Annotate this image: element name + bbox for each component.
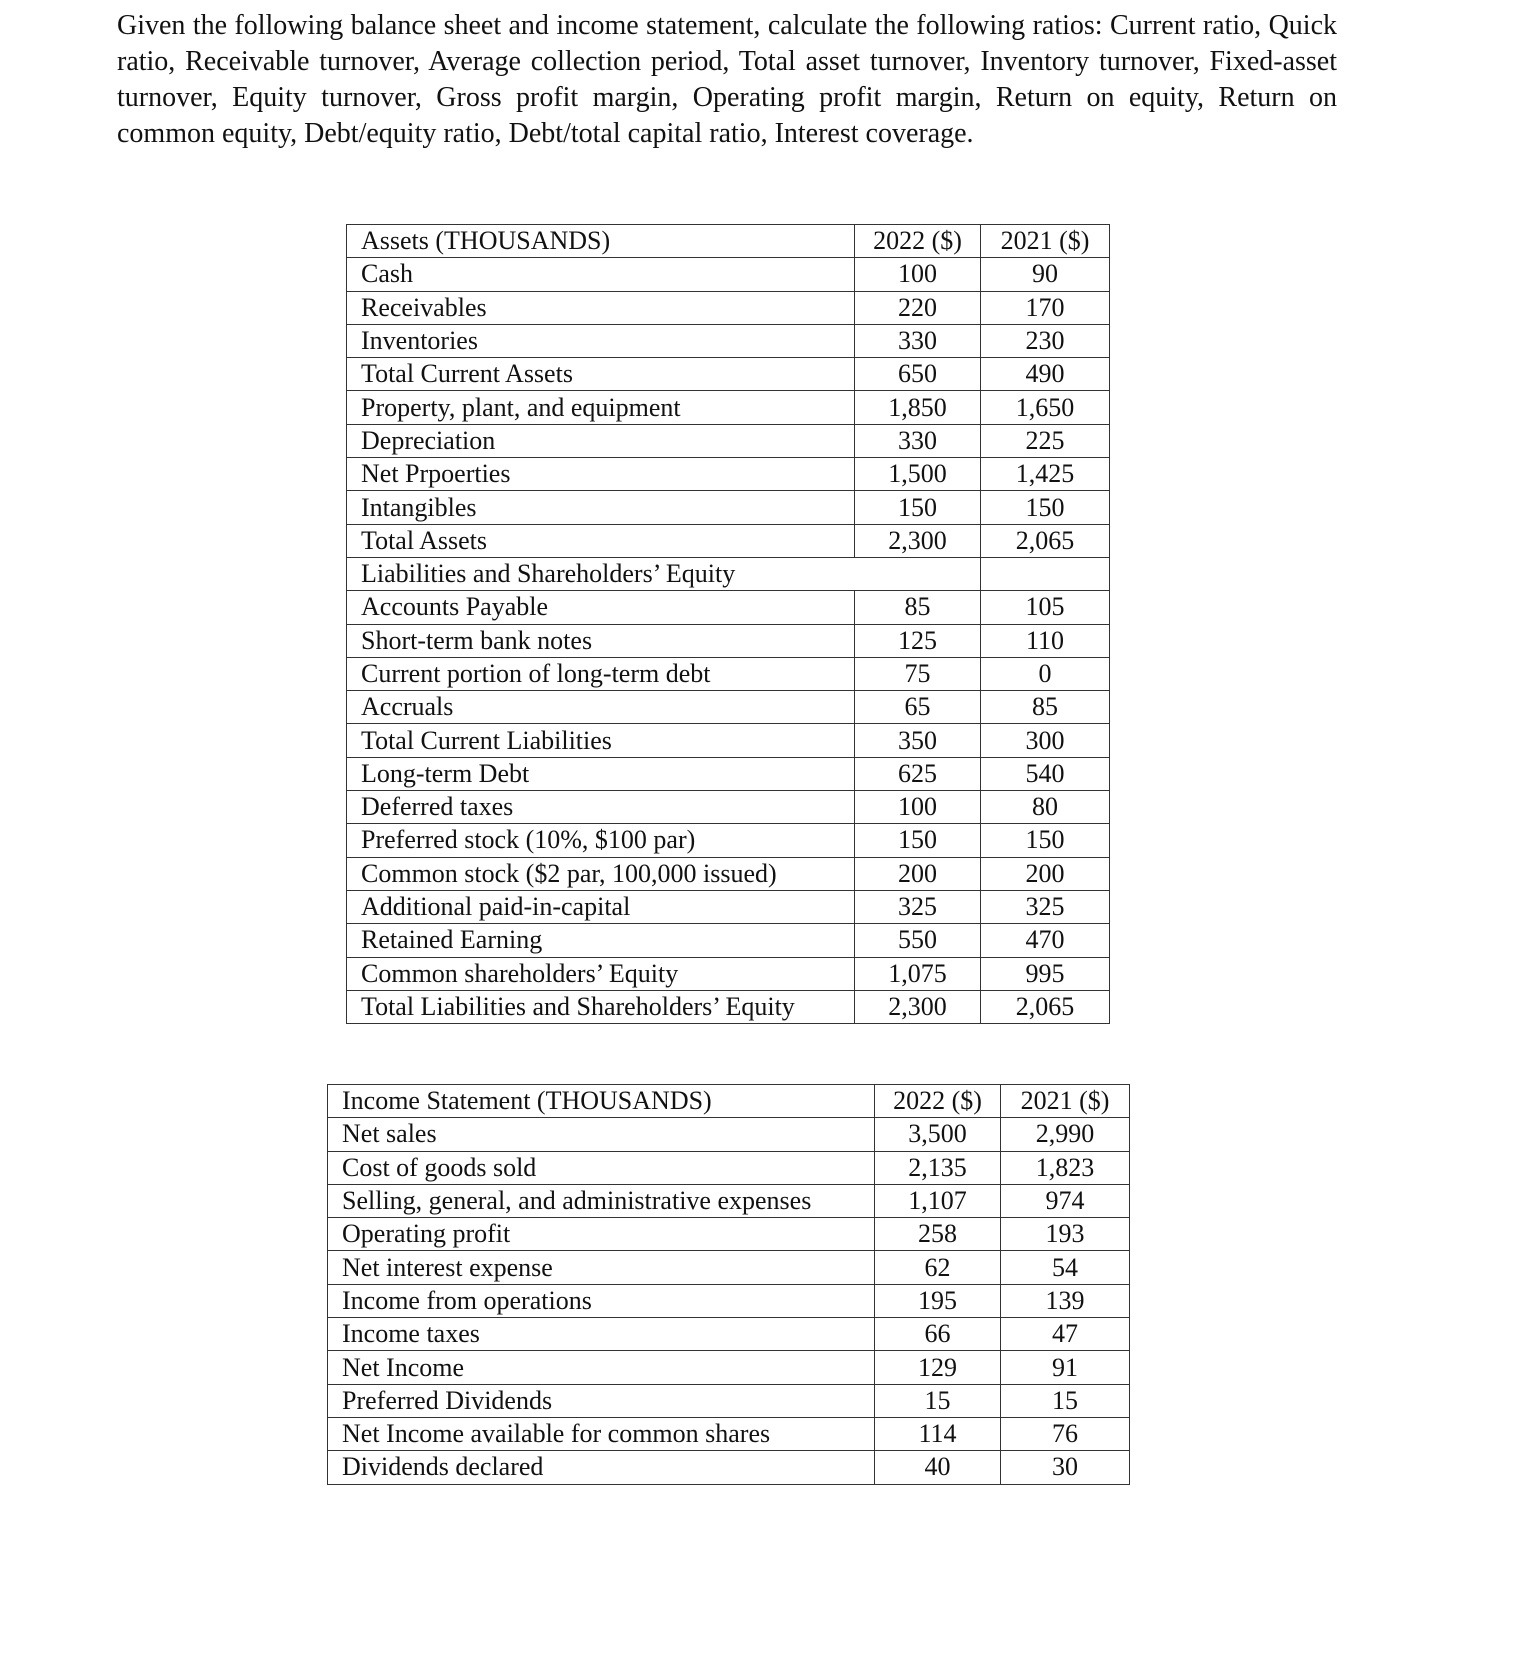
- table-row: [347, 524, 1110, 557]
- table-row: [328, 1384, 1130, 1417]
- value-2022: 325: [855, 890, 981, 923]
- table-row: [347, 358, 1110, 391]
- value-2021: 150: [981, 824, 1110, 857]
- value-2022: 40: [875, 1451, 1001, 1484]
- table-row: [347, 458, 1110, 491]
- row-label: Dividends declared: [328, 1451, 875, 1484]
- table-row: [347, 324, 1110, 357]
- table-row: [347, 890, 1110, 923]
- row-label: Net interest expense: [328, 1251, 875, 1284]
- value-2022: 1,500: [855, 458, 981, 491]
- table-row: [347, 990, 1110, 1023]
- row-label: Assets (THOUSANDS): [347, 225, 855, 258]
- table-header-row: [347, 225, 1110, 258]
- value-2021: 1,823: [1001, 1151, 1130, 1184]
- table-row: [328, 1284, 1130, 1317]
- balance-sheet-table: [346, 224, 1110, 1024]
- row-label: Retained Earning: [347, 924, 855, 957]
- value-2021: 225: [981, 424, 1110, 457]
- value-2022: 15: [875, 1384, 1001, 1417]
- value-2022: 62: [875, 1251, 1001, 1284]
- row-label: Property, plant, and equipment: [347, 391, 855, 424]
- row-label: Total Current Liabilities: [347, 724, 855, 757]
- value-2022: 350: [855, 724, 981, 757]
- row-label: Operating profit: [328, 1218, 875, 1251]
- value-2021: 230: [981, 324, 1110, 357]
- row-label: Preferred Dividends: [328, 1384, 875, 1417]
- row-label: Net Income: [328, 1351, 875, 1384]
- value-2021: 139: [1001, 1284, 1130, 1317]
- row-label: Accounts Payable: [347, 591, 855, 624]
- value-2021: 85: [981, 691, 1110, 724]
- income-statement-table: [327, 1084, 1130, 1485]
- table-row: [328, 1218, 1130, 1251]
- row-label: Income from operations: [328, 1284, 875, 1317]
- table-row: [347, 391, 1110, 424]
- table-row: [347, 691, 1110, 724]
- table-row: [328, 1417, 1130, 1450]
- value-2021: 1,425: [981, 458, 1110, 491]
- row-label: Net Income available for common shares: [328, 1417, 875, 1450]
- value-2022: 220: [855, 291, 981, 324]
- value-2021: 2,065: [981, 990, 1110, 1023]
- table-row: [347, 757, 1110, 790]
- value-2022: 2022 ($): [855, 225, 981, 258]
- table-row: [347, 491, 1110, 524]
- value-2022: 2,300: [855, 524, 981, 557]
- value-2021: 54: [1001, 1251, 1130, 1284]
- table-row: [328, 1184, 1130, 1217]
- table-row: [347, 424, 1110, 457]
- row-label: Total Current Assets: [347, 358, 855, 391]
- row-label: Income taxes: [328, 1318, 875, 1351]
- value-2022: 100: [855, 258, 981, 291]
- table-row: [347, 291, 1110, 324]
- row-label: Cash: [347, 258, 855, 291]
- value-2022: 129: [875, 1351, 1001, 1384]
- value-2021: 30: [1001, 1451, 1130, 1484]
- value-2021: [981, 557, 1110, 590]
- table-row: [347, 924, 1110, 957]
- value-2022: 114: [875, 1417, 1001, 1450]
- value-2021: 2021 ($): [1001, 1085, 1130, 1118]
- value-2021: 2,990: [1001, 1118, 1130, 1151]
- table-row: [328, 1318, 1130, 1351]
- value-2021: 540: [981, 757, 1110, 790]
- value-2022: 330: [855, 424, 981, 457]
- row-label: Total Assets: [347, 524, 855, 557]
- table-row: [328, 1151, 1130, 1184]
- table-row: [347, 258, 1110, 291]
- row-label: Additional paid-in-capital: [347, 890, 855, 923]
- value-2021: 2,065: [981, 524, 1110, 557]
- value-2022: 100: [855, 791, 981, 824]
- row-label: Common stock ($2 par, 100,000 issued): [347, 857, 855, 890]
- row-label: Total Liabilities and Shareholders’ Equity: [347, 990, 855, 1023]
- row-label: Common shareholders’ Equity: [347, 957, 855, 990]
- value-2022: 75: [855, 657, 981, 690]
- value-2022: 1,850: [855, 391, 981, 424]
- value-2021: 995: [981, 957, 1110, 990]
- value-2022: 1,107: [875, 1184, 1001, 1217]
- value-2021: 76: [1001, 1417, 1130, 1450]
- table-row: [328, 1251, 1130, 1284]
- row-label: Cost of goods sold: [328, 1151, 875, 1184]
- value-2022: 195: [875, 1284, 1001, 1317]
- value-2021: 325: [981, 890, 1110, 923]
- value-2022: 125: [855, 624, 981, 657]
- table-row: [328, 1351, 1130, 1384]
- value-2021: 2021 ($): [981, 225, 1110, 258]
- table-row: [347, 624, 1110, 657]
- value-2022: 66: [875, 1318, 1001, 1351]
- value-2021: 47: [1001, 1318, 1130, 1351]
- row-label: Intangibles: [347, 491, 855, 524]
- value-2022: 65: [855, 691, 981, 724]
- value-2022: 200: [855, 857, 981, 890]
- table-row: [328, 1451, 1130, 1484]
- value-2022: 2,135: [875, 1151, 1001, 1184]
- table-row: [347, 724, 1110, 757]
- value-2022: 650: [855, 358, 981, 391]
- table-row: [347, 957, 1110, 990]
- table-header-row: [328, 1085, 1130, 1118]
- table-row: [347, 824, 1110, 857]
- value-2021: 490: [981, 358, 1110, 391]
- value-2021: 470: [981, 924, 1110, 957]
- value-2022: 150: [855, 824, 981, 857]
- row-label: Deferred taxes: [347, 791, 855, 824]
- row-label: Short-term bank notes: [347, 624, 855, 657]
- row-label: Receivables: [347, 291, 855, 324]
- value-2021: 193: [1001, 1218, 1130, 1251]
- row-label: Selling, general, and administrative expenses: [328, 1184, 875, 1217]
- value-2021: 91: [1001, 1351, 1130, 1384]
- table-row: [347, 591, 1110, 624]
- section-heading: Liabilities and Shareholders’ Equity: [347, 557, 981, 590]
- value-2021: 105: [981, 591, 1110, 624]
- table-row: [347, 791, 1110, 824]
- value-2021: 1,650: [981, 391, 1110, 424]
- table-row: [347, 657, 1110, 690]
- row-label: Income Statement (THOUSANDS): [328, 1085, 875, 1118]
- question-text: Given the following balance sheet and income statement, calculate the following ratios: Current ratio, Quick ratio, Receivable turnover, Average collection period, Total asset turnover, Inventory turnover, Fixed-asset turnover, Equity turnover, Gross profit margin, Operating profit margin, Return on equity, Return on common equity, Debt/equity ratio, Debt/total capital ratio, Interest coverage.: [117, 10, 1337, 149]
- value-2021: 200: [981, 857, 1110, 890]
- value-2021: 974: [1001, 1184, 1130, 1217]
- row-label: Inventories: [347, 324, 855, 357]
- value-2022: 258: [875, 1218, 1001, 1251]
- row-label: Current portion of long-term debt: [347, 657, 855, 690]
- table-row: [347, 857, 1110, 890]
- row-label: Accruals: [347, 691, 855, 724]
- row-label: Net sales: [328, 1118, 875, 1151]
- row-label: Depreciation: [347, 424, 855, 457]
- value-2022: 85: [855, 591, 981, 624]
- value-2022: 3,500: [875, 1118, 1001, 1151]
- value-2022: 1,075: [855, 957, 981, 990]
- value-2022: 625: [855, 757, 981, 790]
- value-2021: 110: [981, 624, 1110, 657]
- value-2022: 550: [855, 924, 981, 957]
- table-row: [328, 1118, 1130, 1151]
- value-2021: 90: [981, 258, 1110, 291]
- row-label: Net Prpoerties: [347, 458, 855, 491]
- value-2021: 80: [981, 791, 1110, 824]
- value-2022: 2022 ($): [875, 1085, 1001, 1118]
- table-row: [347, 557, 1110, 590]
- value-2021: 15: [1001, 1384, 1130, 1417]
- value-2021: 150: [981, 491, 1110, 524]
- value-2021: 0: [981, 657, 1110, 690]
- value-2021: 300: [981, 724, 1110, 757]
- value-2022: 330: [855, 324, 981, 357]
- row-label: Preferred stock (10%, $100 par): [347, 824, 855, 857]
- row-label: Long-term Debt: [347, 757, 855, 790]
- value-2022: 150: [855, 491, 981, 524]
- value-2021: 170: [981, 291, 1110, 324]
- value-2022: 2,300: [855, 990, 981, 1023]
